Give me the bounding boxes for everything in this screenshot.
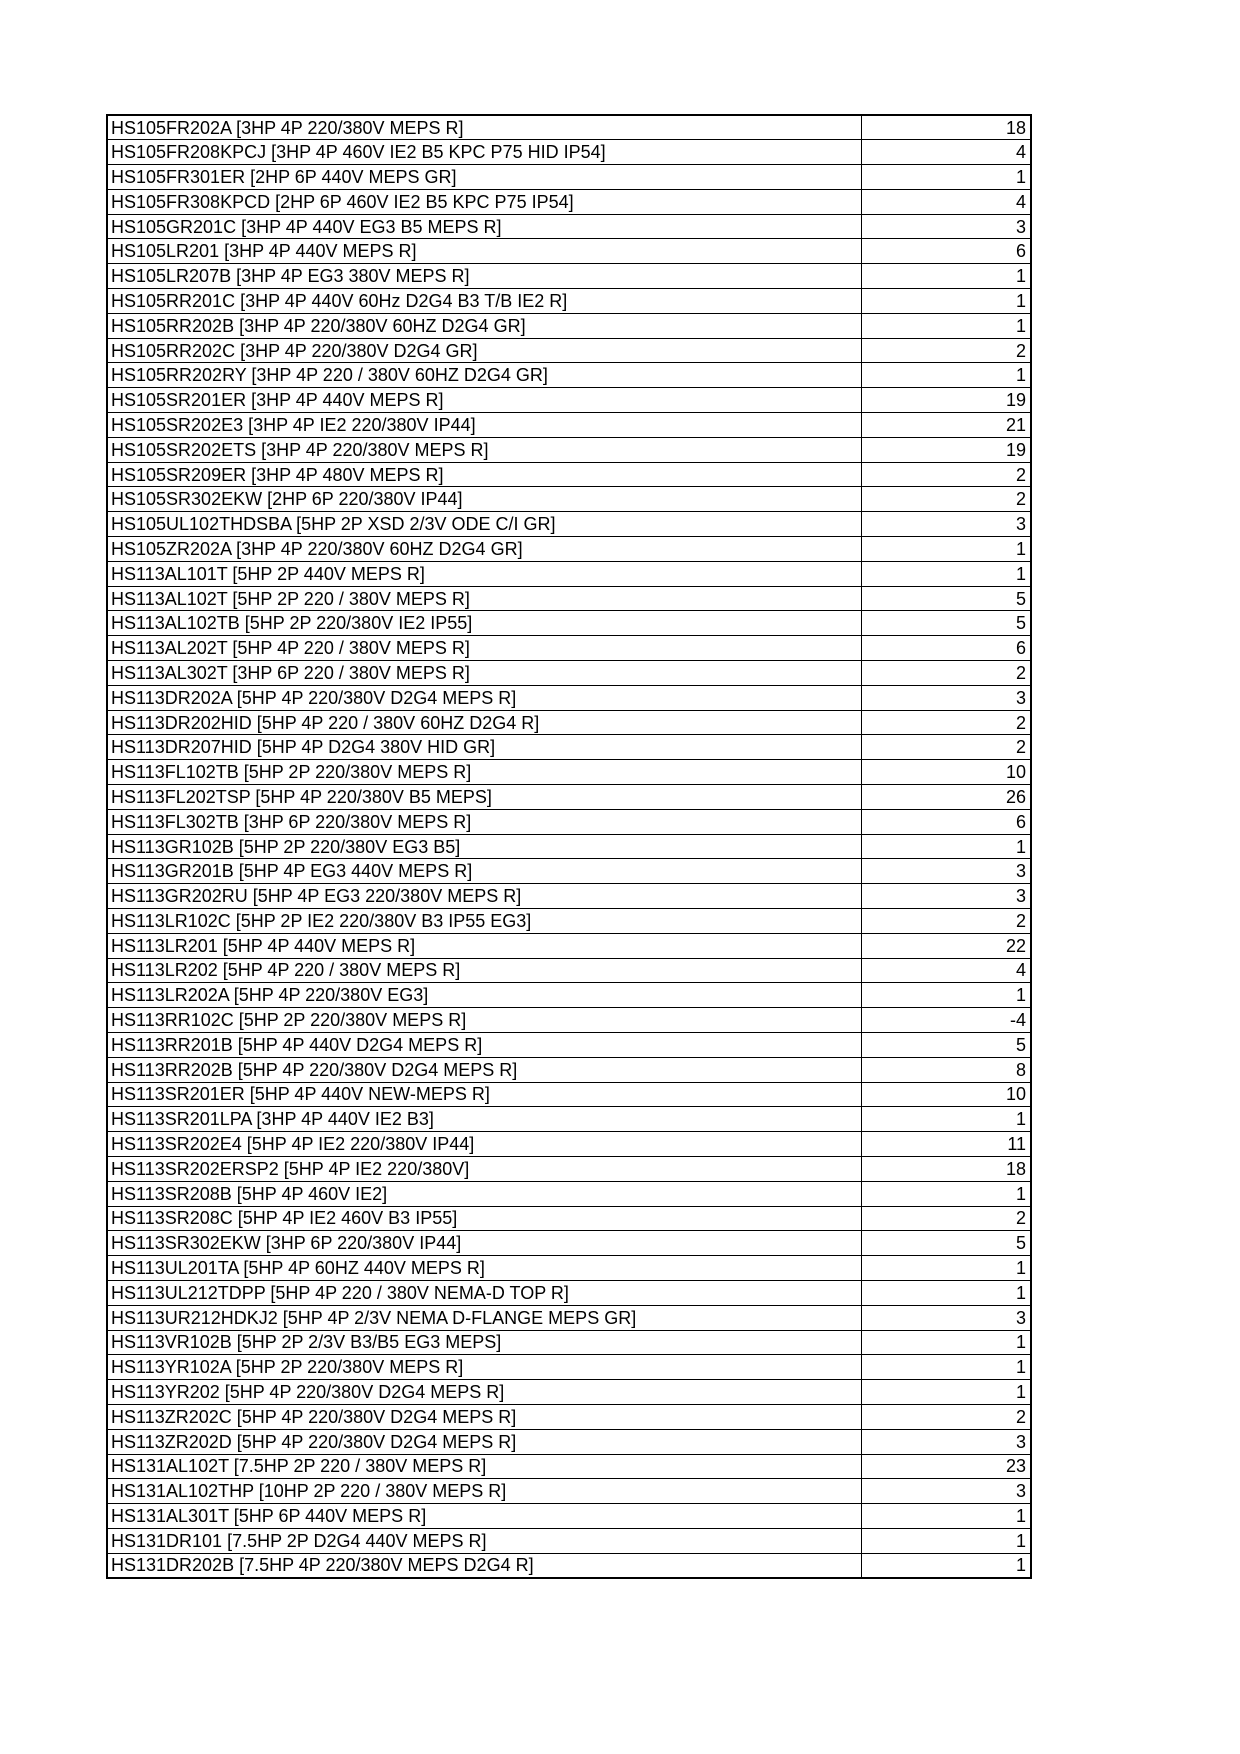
quantity-cell: 5	[861, 586, 1031, 611]
product-description-cell: HS105GR201C [3HP 4P 440V EG3 B5 MEPS R]	[107, 214, 861, 239]
product-description-cell: HS131DR202B [7.5HP 4P 220/380V MEPS D2G4 R]	[107, 1553, 861, 1578]
table-row	[107, 1504, 1031, 1529]
quantity-cell: 18	[861, 115, 1031, 140]
table-row	[107, 834, 1031, 859]
table-row	[107, 735, 1031, 760]
quantity-cell: 1	[861, 1256, 1031, 1281]
product-description-cell: HS105FR202A [3HP 4P 220/380V MEPS R]	[107, 115, 861, 140]
quantity-cell: 8	[861, 1057, 1031, 1082]
quantity-cell: 6	[861, 239, 1031, 264]
quantity-cell: 1	[861, 1280, 1031, 1305]
quantity-cell: -4	[861, 1008, 1031, 1033]
quantity-cell: 1	[861, 1553, 1031, 1578]
product-description-cell: HS105FR308KPCD [2HP 6P 460V IE2 B5 KPC P75 IP54]	[107, 189, 861, 214]
table-row	[107, 1330, 1031, 1355]
product-description-cell: HS113SR302EKW [3HP 6P 220/380V IP44]	[107, 1231, 861, 1256]
product-description-cell: HS113YR202 [5HP 4P 220/380V D2G4 MEPS R]	[107, 1380, 861, 1405]
table-row	[107, 685, 1031, 710]
quantity-cell: 10	[861, 760, 1031, 785]
quantity-cell: 4	[861, 189, 1031, 214]
product-description-cell: HS113SR202E4 [5HP 4P IE2 220/380V IP44]	[107, 1132, 861, 1157]
quantity-cell: 4	[861, 958, 1031, 983]
quantity-cell: 1	[861, 1380, 1031, 1405]
product-description-cell: HS113DR202A [5HP 4P 220/380V D2G4 MEPS R]	[107, 685, 861, 710]
quantity-cell: 4	[861, 140, 1031, 165]
table-row	[107, 537, 1031, 562]
quantity-cell: 19	[861, 437, 1031, 462]
product-description-cell: HS105SR201ER [3HP 4P 440V MEPS R]	[107, 388, 861, 413]
table-row	[107, 1181, 1031, 1206]
table-row	[107, 884, 1031, 909]
quantity-cell: 2	[861, 710, 1031, 735]
table-row	[107, 809, 1031, 834]
quantity-cell: 1	[861, 1355, 1031, 1380]
table-row	[107, 1008, 1031, 1033]
product-description-cell: HS105UL102THDSBA [5HP 2P XSD 2/3V ODE C/I GR]	[107, 512, 861, 537]
table-row	[107, 1280, 1031, 1305]
quantity-cell: 2	[861, 735, 1031, 760]
inventory-table-body	[107, 115, 1031, 1578]
product-description-cell: HS113UR212HDKJ2 [5HP 4P 2/3V NEMA D-FLANGE MEPS GR]	[107, 1305, 861, 1330]
product-description-cell: HS113ZR202D [5HP 4P 220/380V D2G4 MEPS R]	[107, 1429, 861, 1454]
table-row	[107, 859, 1031, 884]
product-description-cell: HS113LR202A [5HP 4P 220/380V EG3]	[107, 983, 861, 1008]
table-row	[107, 189, 1031, 214]
quantity-cell: 3	[861, 214, 1031, 239]
quantity-cell: 3	[861, 884, 1031, 909]
table-row	[107, 1553, 1031, 1578]
table-row	[107, 1355, 1031, 1380]
product-description-cell: HS113LR102C [5HP 2P IE2 220/380V B3 IP55 EG3]	[107, 909, 861, 934]
table-row	[107, 1305, 1031, 1330]
table-row	[107, 437, 1031, 462]
product-description-cell: HS113DR207HID [5HP 4P D2G4 380V HID GR]	[107, 735, 861, 760]
product-description-cell: HS113LR202 [5HP 4P 220 / 380V MEPS R]	[107, 958, 861, 983]
product-description-cell: HS105RR202B [3HP 4P 220/380V 60HZ D2G4 GR]	[107, 313, 861, 338]
product-description-cell: HS113FL302TB [3HP 6P 220/380V MEPS R]	[107, 809, 861, 834]
table-row	[107, 512, 1031, 537]
quantity-cell: 6	[861, 636, 1031, 661]
table-row	[107, 289, 1031, 314]
quantity-cell: 1	[861, 1504, 1031, 1529]
product-description-cell: HS113SR201LPA [3HP 4P 440V IE2 B3]	[107, 1107, 861, 1132]
table-row	[107, 413, 1031, 438]
table-row	[107, 785, 1031, 810]
product-description-cell: HS113AL101T [5HP 2P 440V MEPS R]	[107, 561, 861, 586]
table-row	[107, 1082, 1031, 1107]
table-row	[107, 1231, 1031, 1256]
product-description-cell: HS105ZR202A [3HP 4P 220/380V 60HZ D2G4 GR]	[107, 537, 861, 562]
table-row	[107, 661, 1031, 686]
product-description-cell: HS113GR201B [5HP 4P EG3 440V MEPS R]	[107, 859, 861, 884]
quantity-cell: 1	[861, 834, 1031, 859]
quantity-cell: 5	[861, 1032, 1031, 1057]
table-row	[107, 933, 1031, 958]
table-row	[107, 909, 1031, 934]
table-row	[107, 983, 1031, 1008]
table-row	[107, 239, 1031, 264]
product-description-cell: HS131AL301T [5HP 6P 440V MEPS R]	[107, 1504, 861, 1529]
quantity-cell: 2	[861, 909, 1031, 934]
quantity-cell: 3	[861, 1429, 1031, 1454]
table-row	[107, 710, 1031, 735]
quantity-cell: 1	[861, 983, 1031, 1008]
product-description-cell: HS113UL212TDPP [5HP 4P 220 / 380V NEMA-D TOP R]	[107, 1280, 861, 1305]
table-row	[107, 115, 1031, 140]
quantity-cell: 18	[861, 1156, 1031, 1181]
table-row	[107, 388, 1031, 413]
quantity-cell: 26	[861, 785, 1031, 810]
product-description-cell: HS113VR102B [5HP 2P 2/3V B3/B5 EG3 MEPS]	[107, 1330, 861, 1355]
product-description-cell: HS113RR202B [5HP 4P 220/380V D2G4 MEPS R]	[107, 1057, 861, 1082]
product-description-cell: HS113GR102B [5HP 2P 220/380V EG3 B5]	[107, 834, 861, 859]
quantity-cell: 19	[861, 388, 1031, 413]
table-row	[107, 1132, 1031, 1157]
quantity-cell: 2	[861, 462, 1031, 487]
product-description-cell: HS105SR302EKW [2HP 6P 220/380V IP44]	[107, 487, 861, 512]
product-description-cell: HS105FR208KPCJ [3HP 4P 460V IE2 B5 KPC P75 HID IP54]	[107, 140, 861, 165]
table-row	[107, 462, 1031, 487]
quantity-cell: 2	[861, 487, 1031, 512]
quantity-cell: 2	[861, 1404, 1031, 1429]
product-description-cell: HS105SR202ETS [3HP 4P 220/380V MEPS R]	[107, 437, 861, 462]
table-row	[107, 214, 1031, 239]
quantity-cell: 3	[861, 1479, 1031, 1504]
table-row	[107, 586, 1031, 611]
table-row	[107, 760, 1031, 785]
table-row	[107, 1528, 1031, 1553]
table-row	[107, 1206, 1031, 1231]
inventory-table	[106, 114, 1032, 1579]
table-row	[107, 1479, 1031, 1504]
product-description-cell: HS113SR202ERSP2 [5HP 4P IE2 220/380V]	[107, 1156, 861, 1181]
product-description-cell: HS113RR102C [5HP 2P 220/380V MEPS R]	[107, 1008, 861, 1033]
quantity-cell: 1	[861, 1330, 1031, 1355]
product-description-cell: HS113DR202HID [5HP 4P 220 / 380V 60HZ D2G4 R]	[107, 710, 861, 735]
product-description-cell: HS113AL102T [5HP 2P 220 / 380V MEPS R]	[107, 586, 861, 611]
product-description-cell: HS105SR209ER [3HP 4P 480V MEPS R]	[107, 462, 861, 487]
quantity-cell: 1	[861, 1528, 1031, 1553]
quantity-cell: 3	[861, 512, 1031, 537]
quantity-cell: 1	[861, 289, 1031, 314]
table-row	[107, 140, 1031, 165]
product-description-cell: HS105RR202RY [3HP 4P 220 / 380V 60HZ D2G4 GR]	[107, 363, 861, 388]
product-description-cell: HS113SR208C [5HP 4P IE2 460V B3 IP55]	[107, 1206, 861, 1231]
quantity-cell: 1	[861, 537, 1031, 562]
table-row	[107, 165, 1031, 190]
product-description-cell: HS105FR301ER [2HP 6P 440V MEPS GR]	[107, 165, 861, 190]
table-row	[107, 1057, 1031, 1082]
quantity-cell: 5	[861, 1231, 1031, 1256]
product-description-cell: HS105RR202C [3HP 4P 220/380V D2G4 GR]	[107, 338, 861, 363]
quantity-cell: 1	[861, 313, 1031, 338]
table-row	[107, 958, 1031, 983]
table-row	[107, 1380, 1031, 1405]
quantity-cell: 22	[861, 933, 1031, 958]
quantity-cell: 1	[861, 165, 1031, 190]
product-description-cell: HS113SR201ER [5HP 4P 440V NEW-MEPS R]	[107, 1082, 861, 1107]
table-row	[107, 264, 1031, 289]
product-description-cell: HS113ZR202C [5HP 4P 220/380V D2G4 MEPS R]	[107, 1404, 861, 1429]
product-description-cell: HS131AL102THP [10HP 2P 220 / 380V MEPS R]	[107, 1479, 861, 1504]
table-row	[107, 313, 1031, 338]
quantity-cell: 5	[861, 611, 1031, 636]
quantity-cell: 21	[861, 413, 1031, 438]
table-row	[107, 1454, 1031, 1479]
quantity-cell: 1	[861, 264, 1031, 289]
quantity-cell: 3	[861, 1305, 1031, 1330]
product-description-cell: HS113AL202T [5HP 4P 220 / 380V MEPS R]	[107, 636, 861, 661]
product-description-cell: HS113RR201B [5HP 4P 440V D2G4 MEPS R]	[107, 1032, 861, 1057]
quantity-cell: 10	[861, 1082, 1031, 1107]
product-description-cell: HS105SR202E3 [3HP 4P IE2 220/380V IP44]	[107, 413, 861, 438]
quantity-cell: 2	[861, 1206, 1031, 1231]
table-row	[107, 363, 1031, 388]
product-description-cell: HS113GR202RU [5HP 4P EG3 220/380V MEPS R]	[107, 884, 861, 909]
table-row	[107, 487, 1031, 512]
product-description-cell: HS113LR201 [5HP 4P 440V MEPS R]	[107, 933, 861, 958]
product-description-cell: HS131DR101 [7.5HP 2P D2G4 440V MEPS R]	[107, 1528, 861, 1553]
quantity-cell: 1	[861, 561, 1031, 586]
product-description-cell: HS113AL102TB [5HP 2P 220/380V IE2 IP55]	[107, 611, 861, 636]
quantity-cell: 23	[861, 1454, 1031, 1479]
product-description-cell: HS113SR208B [5HP 4P 460V IE2]	[107, 1181, 861, 1206]
table-row	[107, 1107, 1031, 1132]
product-description-cell: HS113UL201TA [5HP 4P 60HZ 440V MEPS R]	[107, 1256, 861, 1281]
product-description-cell: HS105RR201C [3HP 4P 440V 60Hz D2G4 B3 T/B IE2 R]	[107, 289, 861, 314]
product-description-cell: HS113FL102TB [5HP 2P 220/380V MEPS R]	[107, 760, 861, 785]
table-row	[107, 561, 1031, 586]
table-row	[107, 338, 1031, 363]
table-row	[107, 1256, 1031, 1281]
product-description-cell: HS113AL302T [3HP 6P 220 / 380V MEPS R]	[107, 661, 861, 686]
table-row	[107, 1032, 1031, 1057]
quantity-cell: 6	[861, 809, 1031, 834]
table-row	[107, 1404, 1031, 1429]
table-row	[107, 1429, 1031, 1454]
product-description-cell: HS105LR207B [3HP 4P EG3 380V MEPS R]	[107, 264, 861, 289]
quantity-cell: 11	[861, 1132, 1031, 1157]
quantity-cell: 3	[861, 685, 1031, 710]
table-row	[107, 1156, 1031, 1181]
quantity-cell: 3	[861, 859, 1031, 884]
product-description-cell: HS113FL202TSP [5HP 4P 220/380V B5 MEPS]	[107, 785, 861, 810]
quantity-cell: 2	[861, 338, 1031, 363]
product-description-cell: HS131AL102T [7.5HP 2P 220 / 380V MEPS R]	[107, 1454, 861, 1479]
table-row	[107, 636, 1031, 661]
quantity-cell: 1	[861, 1181, 1031, 1206]
table-row	[107, 611, 1031, 636]
product-description-cell: HS113YR102A [5HP 2P 220/380V MEPS R]	[107, 1355, 861, 1380]
quantity-cell: 1	[861, 1107, 1031, 1132]
product-description-cell: HS105LR201 [3HP 4P 440V MEPS R]	[107, 239, 861, 264]
quantity-cell: 1	[861, 363, 1031, 388]
quantity-cell: 2	[861, 661, 1031, 686]
